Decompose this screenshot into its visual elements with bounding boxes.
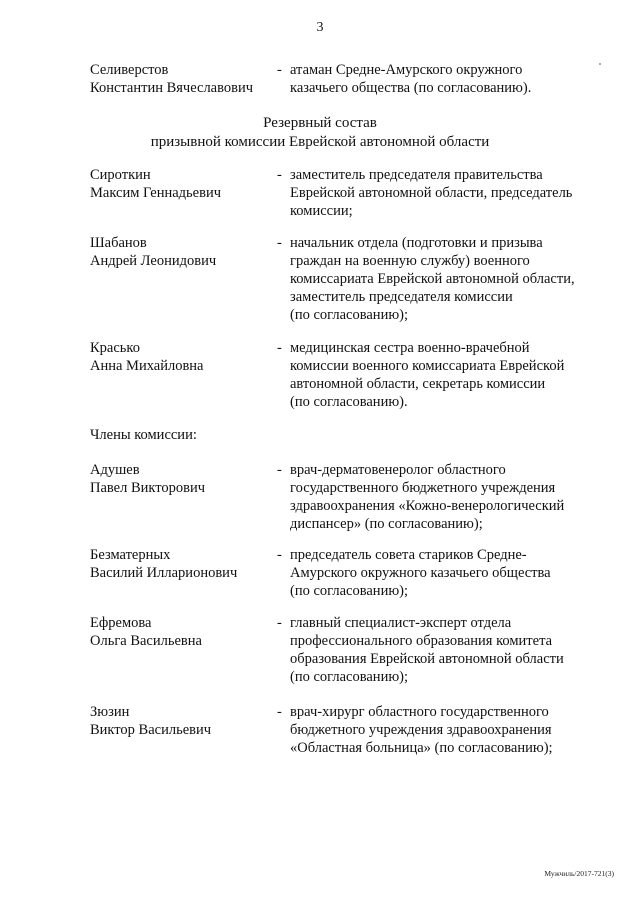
person-role: главный специалист-эксперт отдела профессионального образования комитета образования Еврейской автономной области (по согласованию); [290,615,564,685]
person-role: заместитель председателя правительства Еврейской автономной области, председатель комиссии; [290,167,573,219]
person-name: Адушев Павел Викторович [90,462,206,496]
section-heading-line1: Резервный состав [263,115,377,131]
person-name: Ефремова Ольга Васильевна [90,615,202,649]
dash-separator: - [277,547,282,563]
dash-separator: - [277,462,282,478]
person-role: атаман Средне-Амурского окружного казачьего общества (по согласованию). [290,62,532,96]
person-role: врач-дерматовенеролог областного государственного бюджетного учреждения здравоохранения «Кожно-венерологический диспансер» (по согласованию); [290,462,565,532]
section-heading-line2: призывной комиссии Еврейской автономной области [150,134,490,150]
person-role: врач-хирург областного государственного бюджетного учреждения здравоохранения «Областная больница» (по согласованию); [290,704,553,756]
dash-separator: - [277,704,282,720]
document-code: Мужчиль/2017-721(3) [544,869,614,878]
person-name: Шабанов Андрей Леонидович [90,235,217,269]
dash-separator: - [277,62,282,78]
page-number: 3 [316,20,324,35]
person-name: Зюзин Виктор Васильевич [90,704,212,738]
dash-separator: - [277,615,282,631]
person-role: медицинская сестра военно-врачебной комиссии военного комиссариата Еврейской автономной области, секретарь комиссии (по согласованию). [290,340,565,410]
members-label: Члены комиссии: [90,427,197,443]
person-name: Сироткин Максим Геннадьевич [90,167,222,201]
person-name: Селиверстов Константин Вячеславович [90,62,254,96]
dash-separator: - [277,340,282,356]
person-name: Безматерных Василий Илларионович [90,547,238,581]
dash-separator: - [277,167,282,183]
person-role: председатель совета стариков Средне- Амурского окружного казачьего общества (по согласованию); [290,547,551,599]
dash-separator: - [277,235,282,251]
person-role: начальник отдела (подготовки и призыва граждан на военную службу) военного комиссариата Еврейской автономной области, заместитель председателя комиссии (по согласованию); [290,235,575,323]
person-name: Красько Анна Михайловна [90,340,204,374]
